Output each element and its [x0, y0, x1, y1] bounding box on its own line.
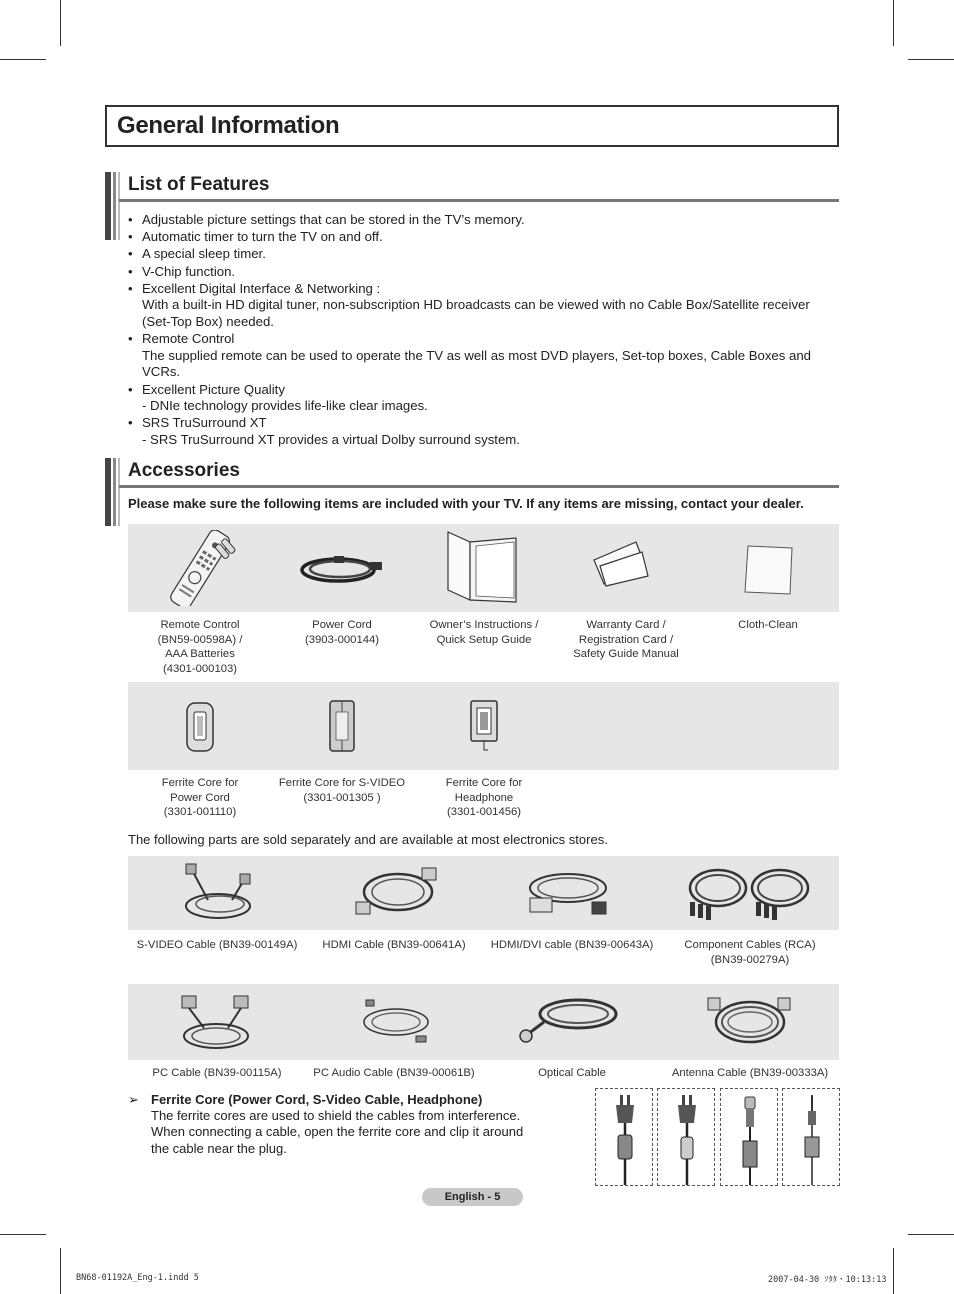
- crop-mark: [60, 0, 61, 46]
- hdmi-cable-icon: [350, 862, 440, 922]
- list-item: • A special sleep timer.: [128, 246, 828, 263]
- plug-illustration: [782, 1088, 840, 1186]
- plug-illustration: [720, 1088, 778, 1186]
- booklet-icon: [444, 528, 520, 606]
- file-slug: BN68-01192A_Eng-1.indd 5: [76, 1273, 199, 1283]
- crop-mark: [0, 59, 46, 60]
- plug-illustration: [595, 1088, 653, 1186]
- item-label-ferrite-power: Ferrite Core for Power Cord (3301-001110): [161, 777, 239, 818]
- page-title-box: [105, 105, 839, 147]
- crop-mark: [60, 1248, 61, 1294]
- accessories-heading: Accessories: [128, 460, 240, 481]
- ferrite-note-heading: Ferrite Core (Power Cord, S-Video Cable, Headphone): [151, 1092, 483, 1107]
- power-cord-icon: [298, 552, 386, 586]
- item-label-hdmi-cable: HDMI Cable (BN39-00641A): [322, 939, 466, 951]
- pc-cable-icon: [176, 992, 256, 1054]
- list-item: • Automatic timer to turn the TV on and off.: [128, 229, 828, 246]
- accessories-section-header: [105, 458, 839, 496]
- list-item: • Excellent Picture Quality - DNIe technology provides life-like clear images.: [128, 382, 828, 415]
- optical-cable-icon: [514, 992, 624, 1048]
- page-title: General Information: [117, 112, 340, 139]
- item-label-svideo-cable: S-VIDEO Cable (BN39-00149A): [136, 939, 298, 951]
- page-number-badge: English - 5: [422, 1188, 523, 1206]
- item-label-pc-audio-cable: PC Audio Cable (BN39-00061B): [313, 1067, 475, 1079]
- print-timestamp: 2007-04-30 ｿﾀﾀ・10:13:13: [768, 1275, 887, 1285]
- item-label-antenna-cable: Antenna Cable (BN39-00333A): [671, 1067, 829, 1079]
- crop-mark: [908, 1234, 954, 1235]
- item-label-owners-instructions: Owner’s Instructions / Quick Setup Guide: [429, 619, 539, 646]
- ferrite-core-icon: [326, 698, 358, 754]
- features-section-header: [105, 172, 839, 210]
- item-label-hdmi-dvi-cable: HDMI/DVI cable (BN39-00643A): [490, 939, 654, 951]
- item-label-remote: Remote Control (BN59-00598A) / AAA Batteries (4301-000103): [157, 619, 243, 675]
- item-label-cloth: Cloth-Clean: [738, 619, 798, 631]
- item-label-pc-cable: PC Cable (BN39-00115A): [152, 1067, 282, 1079]
- plug-illustration: [657, 1088, 715, 1186]
- svideo-cable-icon: [178, 860, 256, 924]
- ferrite-core-icon: [468, 698, 500, 754]
- accessories-notice: Please make sure the following items are included with your TV. If any items are missing, contact your dealer.: [128, 496, 804, 511]
- cards-icon: [590, 538, 650, 588]
- crop-mark: [893, 0, 894, 46]
- features-heading: List of Features: [128, 174, 270, 195]
- crop-mark: [0, 1234, 46, 1235]
- list-item: • Excellent Digital Interface & Networking : With a built-in HD digital tuner, non-subscription HD broadcasts can be viewed with no Cable Box/Satellite receiver (Set-Top Box) needed.: [128, 281, 828, 331]
- list-item: • Remote Control The supplied remote can be used to operate the TV as well as most DVD players, Set-top boxes, Cable Boxes and VCRs.: [128, 331, 828, 381]
- item-label-optical-cable: Optical Cable: [538, 1067, 606, 1079]
- ferrite-note-body: The ferrite cores are used to shield the cables from interference. When connecting a cable, open the ferrite core and clip it around the cable near the plug.: [151, 1108, 524, 1156]
- item-label-ferrite-headphone: Ferrite Core for Headphone (3301-001456): [445, 777, 523, 818]
- item-label-component-cables: Component Cables (RCA) (BN39-00279A): [684, 939, 816, 966]
- arrow-icon: ➢: [128, 1092, 139, 1107]
- list-item: • V-Chip function.: [128, 264, 828, 281]
- item-label-warranty-card: Warranty Card / Registration Card / Safety Guide Manual: [573, 619, 679, 660]
- component-cables-icon: [684, 862, 814, 922]
- list-item: • SRS TruSurround XT - SRS TruSurround XT provides a virtual Dolby surround system.: [128, 415, 828, 448]
- sold-separately-note: The following parts are sold separately and are available at most electronics stores.: [128, 832, 608, 847]
- crop-mark: [908, 59, 954, 60]
- remote-control-icon: [162, 530, 242, 606]
- item-label-power-cord: Power Cord (3903-000144): [304, 619, 380, 646]
- item-label-ferrite-svideo: Ferrite Core for S-VIDEO (3301-001305 ): [278, 777, 406, 804]
- features-list: [128, 212, 828, 449]
- pc-audio-cable-icon: [356, 994, 432, 1048]
- antenna-cable-icon: [704, 994, 794, 1052]
- ferrite-core-icon: [184, 700, 216, 754]
- list-item: • Adjustable picture settings that can be stored in the TV’s memory.: [128, 212, 828, 229]
- cloth-icon: [742, 544, 796, 596]
- hdmi-dvi-cable-icon: [522, 862, 614, 922]
- crop-mark: [893, 1248, 894, 1294]
